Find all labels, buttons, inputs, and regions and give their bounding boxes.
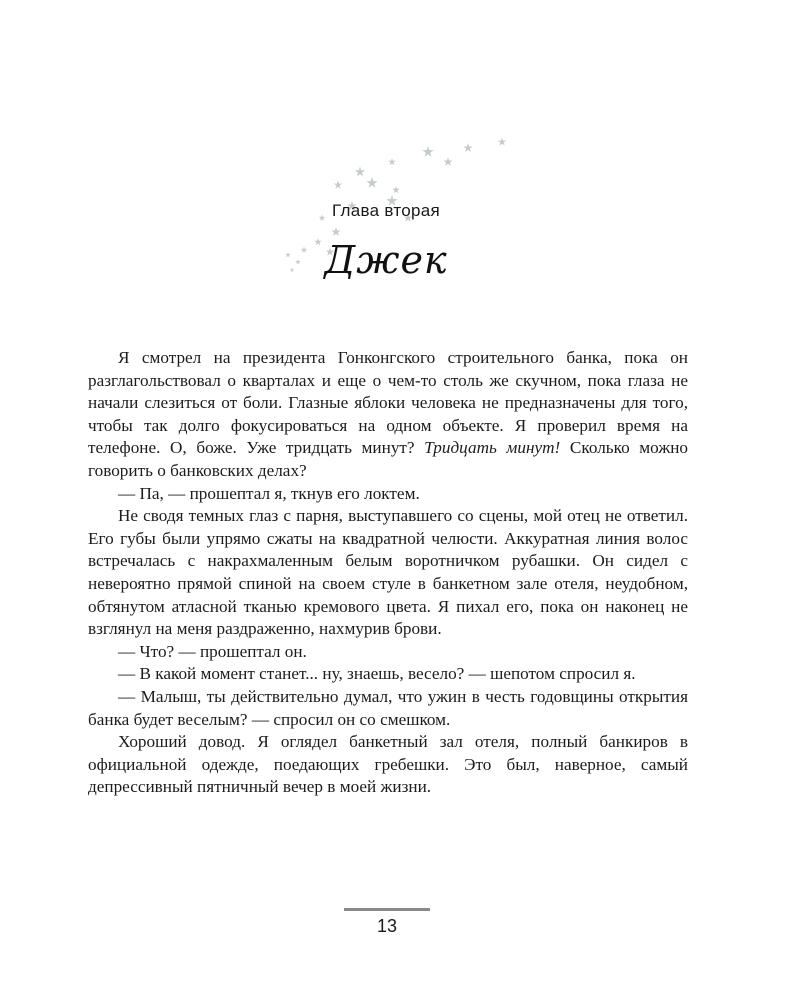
paragraph: — Что? — прошептал он. [118,641,307,661]
paragraph-text: Сколько можно говорить о банковских делах? [88,438,688,480]
paragraph: — Малыш, ты действительно думал, что ужин в честь годовщины открытия банка будет веселым? — спросил он со смешком. [88,686,688,729]
paragraph: Хороший довод. Я оглядел банкетный зал отеля, полный банкиров в официальной одежде, поедающих гребешки. Это был, наверное, самый депрессивный пятничный вечер в моей жизни. [88,732,688,797]
chapter-body [88,347,688,799]
paragraph: Не сводя темных глаз с парня, выступавшего со сцены, мой отец не ответил. Его губы были упрямо сжаты на квадратной челюсти. Аккуратная линия волос встречалась с накрахмаленным белым воротничком рубашки. Он сидел с невероятно прямой спиной на своем стуле в банкетном зале отеля, неудобном, обтянутом атласной тканью кремового цвета. Я пихал его, пока он наконец не взглянул на меня раздраженно, нахмурив брови. [88,506,688,639]
chapter-label: Глава вторая [331,201,441,220]
emphasis-text: Тридцать минут! [424,438,561,458]
footer-rule [344,908,430,911]
chapter-title: Джек [324,238,448,282]
page-number: 13 [376,916,398,936]
paragraph [88,347,688,483]
paragraph: — В какой момент станет... ну, знаешь, весело? — шепотом спросил я. [118,664,636,684]
paragraph: — Па, — прошептал я, ткнув его локтем. [118,483,420,503]
paragraph-text: Я смотрел на президента Гонконгского строительного банка, пока он разглагольствовал о кварталах и еще о чем-то столь же скучном, пока глаза не начали слезиться от боли. Глазные яблоки человека не предназначены для того, чтобы так долго фокусироваться на одном объекте. Я проверил время на телефоне. О, боже. Уже тридцать минут? [88,348,688,458]
